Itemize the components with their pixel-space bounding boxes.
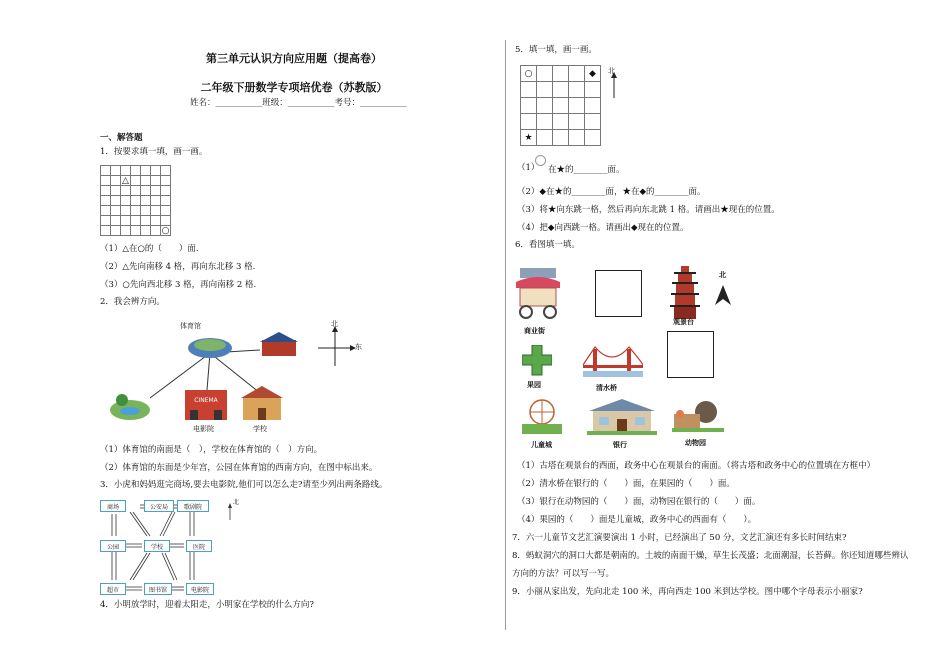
- q5-part3: （3）将★向东跳一格，然后再向东北跳 1 格。请画出★现在的位置。: [517, 205, 780, 215]
- shop-street-label: 商业街: [524, 327, 545, 335]
- q1-circle-cell: [161, 226, 171, 236]
- bridge-picture: [583, 345, 643, 379]
- cinema-label: 电影院: [193, 425, 214, 433]
- q3-stem: 3．小虎和妈妈逛完商场,要去电影院,他们可以怎么走?请至少列出两条路线。: [100, 480, 388, 490]
- q5-part1: 在★的________面。: [548, 165, 625, 175]
- observation-tower-label: 观景台: [673, 318, 694, 326]
- bank-label: 银行: [613, 441, 627, 449]
- compass-cross: [318, 326, 356, 366]
- diamond-icon: ◆: [589, 68, 596, 79]
- blank-circle-icon: [535, 155, 546, 166]
- map-place-police: 公安局: [144, 500, 174, 512]
- gym-label: 体育馆: [180, 322, 201, 330]
- childrens-park-label: 儿童城: [531, 441, 552, 449]
- school-label: 学校: [253, 425, 267, 433]
- q5-diamond-cell: [585, 66, 601, 82]
- q5-north-label: 北: [608, 67, 615, 75]
- orchard-label: 果园: [527, 381, 541, 389]
- answer-box-1[interactable]: [595, 270, 642, 317]
- star-icon: ★: [524, 132, 533, 143]
- map-place-hospital: 医院: [186, 540, 212, 552]
- q5-part2: （2）◆在★的________面，★在◆的________面。: [517, 187, 706, 197]
- q8-stem-line2: 方向的方法？可以写一写。: [512, 569, 615, 579]
- q8-stem: 8．蚂蚁洞穴的洞口大都是朝南的。土坡的南面干燥，草生长茂盛；北面潮湿，长苔藓。你还知道哪些辨认: [512, 551, 909, 561]
- q5-stem: 5．填一填，画一画。: [515, 45, 597, 55]
- column-divider: [505, 40, 506, 630]
- answer-box-2[interactable]: [667, 331, 714, 378]
- section-heading: 一、解答题: [100, 133, 143, 143]
- bridge-label: 清水桥: [596, 384, 617, 392]
- zoo-picture: [672, 400, 724, 434]
- observation-tower-picture: [670, 262, 700, 322]
- map-place-opera: 歌剧院: [177, 500, 209, 512]
- childrens-park-picture: [520, 398, 564, 436]
- q6-part4: （4）果园的（ ）面是儿童城，政务中心的西面有（ ）。: [517, 515, 757, 525]
- q1-stem: 1．按要求填一填，画一画。: [100, 147, 208, 157]
- school-building: [241, 386, 283, 420]
- q5-circle-cell: [521, 66, 537, 82]
- cinema-building: [185, 390, 227, 420]
- cinema-sign: CINEMA: [194, 397, 218, 404]
- q1-part1: （1）△在○的（ ）面.: [100, 244, 199, 254]
- youth-palace-building: [260, 332, 298, 356]
- park-picture: [110, 394, 150, 420]
- map-place-mall: 商场: [100, 500, 126, 512]
- q1-part3: （3）○先向西北移 3 格，再向南移 2 格.: [100, 280, 257, 290]
- q6-part2: （2）清水桥在银行的（ ）面，在果园的（ ）面。: [517, 479, 735, 489]
- map-place-school: 学校: [144, 540, 170, 552]
- q6-part1: （1）古塔在观景台的西面，政务中心在观景台的南面。（将古塔和政务中心的位置填在方框中）: [517, 461, 876, 471]
- q9-stem: 9．小丽从家出发，先向北走 100 米，再向西走 100 米到达学校。图中哪个字母表示小丽家?: [512, 587, 863, 597]
- compass-east-label: 东: [355, 343, 362, 351]
- q4-stem: 4．小明放学时，迎着太阳走，小明家在学校的什么方向?: [100, 600, 314, 610]
- q7-stem: 7．六一儿童节文艺汇演要演出 1 小时，已经演出了 50 分，文艺汇演还有多长时间结束?: [512, 533, 847, 543]
- triangle-icon: △: [122, 175, 129, 186]
- map-place-park: 公园: [100, 540, 126, 552]
- map-place-cinema: 电影院: [186, 583, 214, 595]
- q6-north-arrow: [713, 283, 733, 307]
- q6-north-label: 北: [719, 271, 726, 279]
- q2-part1: （1）体育馆的南面是（ ），学校在体育馆的（ ）方向。: [100, 445, 323, 455]
- zoo-label: 动物园: [685, 439, 706, 447]
- orchard-picture: [522, 345, 552, 379]
- map-place-supermarket: 超市: [100, 583, 126, 595]
- q1-part2: （2）△先向南移 4 格，再向东北移 3 格.: [100, 262, 256, 272]
- bank-picture: [587, 397, 657, 435]
- circle-icon: ○: [524, 68, 533, 79]
- q3-north-label: 北: [233, 499, 240, 506]
- q2-stem: 2．我会辨方向。: [100, 297, 165, 307]
- q5-star-cell: [521, 130, 537, 146]
- q2-part2: （2）体育馆的东面是少年宫，公园在体育馆的西南方向，在图中标出来。: [100, 463, 378, 473]
- compass-north-label: 北: [331, 320, 338, 328]
- q5-part1-prefix: （1）: [517, 163, 540, 173]
- q6-part3: （3）银行在动物园的（ ）面，动物园在银行的（ ）面。: [517, 497, 761, 507]
- shop-street-picture: [514, 262, 564, 322]
- map-place-library: 图书馆: [144, 583, 172, 595]
- page-subtitle: 二年级下册数学专项培优卷（苏教版）: [200, 81, 388, 94]
- q2-direction-diagram: [100, 318, 360, 438]
- q5-part4: （4）把◆向西跳一格。请画出◆现在的位置。: [517, 223, 689, 233]
- gym-building: [188, 338, 232, 358]
- student-info-line: 姓名：___________班级：___________考号：___________: [190, 98, 407, 108]
- q1-grid: [100, 165, 171, 236]
- page-title: 第三单元认识方向应用题（提高卷）: [206, 52, 382, 65]
- q1-triangle-cell: [121, 176, 131, 186]
- q5-grid: [520, 65, 601, 146]
- circle-icon: ○: [161, 225, 170, 236]
- q6-stem: 6．看图填一填。: [515, 240, 580, 250]
